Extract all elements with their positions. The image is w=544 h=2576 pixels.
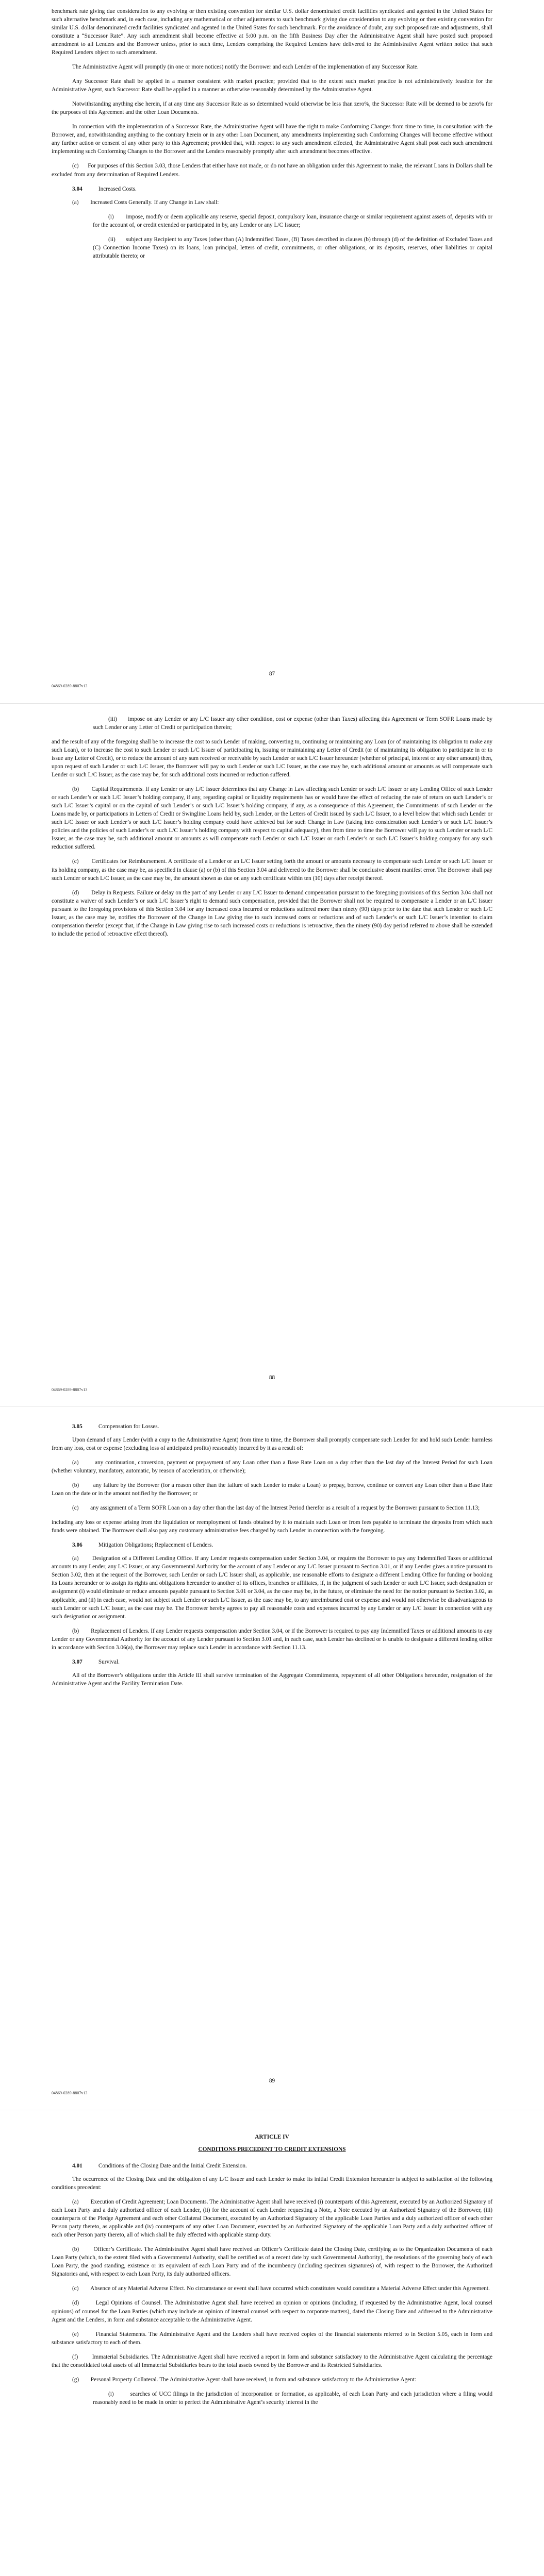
clause-b: (b) Officer’s Certificate. The Administrative Agent shall have received an Officer’s Certificate dated the Closing Date, certifying as to the Organization Documents of each Loan Party (which, to the extent filed with a Governmental Authority, shall be certified as of a recent date by such Governmental Authority), the resolutions of the governing body of each Loan Party, the good standing, existence or its equivalent of each Loan Party and of the incumbency (including specimen signatures) of, with respect to the Borrower, the Authorized Signatories and, with respect to each Loan Party, its duly authorized officers. bbox=[52, 2246, 492, 2278]
clause-b: (b) any failure by the Borrower (for a reason other than the failure of such Lender to make a Loan) to prepay, borrow, continue or convert any Loan other than a Base Rate Loan on the date or in the amount notified by the Borrower; or bbox=[52, 1482, 492, 1497]
section-heading-3-07 bbox=[52, 1658, 492, 1666]
page-90 bbox=[0, 2110, 544, 2576]
paragraph: Any Successor Rate shall be applied in a manner consistent with market practice; provided that to the extent such market practice is not administratively feasible for the Administrative Agent, such Successor Rate shall be applied in a manner as otherwise reasonably determined by the Administrative Agent. bbox=[52, 78, 492, 93]
clause-c: (c) Absence of any Material Adverse Effect. No circumstance or event shall have occurred which constitutes would constitute a Material Adverse Effect under this Agreement. bbox=[72, 2285, 490, 2292]
clause-d: (d) Delay in Requests. Failure or delay on the part of any Lender or any L/C Issuer to demand compensation pursuant to the foregoing provisions of this Section 3.04 shall not constitute a waiver of such Lender’s or such L/C Issuer’s right to demand such compensation, provided that the Borrower shall not be required to compensate a Lender or an L/C Issuer pursuant to the foregoing provisions of this Section 3.04 for any increased costs incurred or reductions suffered more than ninety (90) days prior to the date that such Lender or such L/C Issuer, as the case may be, notifies the Borrower of the Change in Law giving rise to such increased costs or reductions and of such Lender’s or such L/C Issuer’s intention to claim compensation therefor (except that, if the Change in Law giving rise to such increased costs or reductions is retroactive, then the ninety (90) day period referred to above shall be extended to include the period of retroactive effect thereof). bbox=[52, 889, 492, 937]
clause-a: (a) any continuation, conversion, payment or prepayment of any Loan other than a Base Rate Loan on a day other than the last day of the Interest Period for such Loan (whether voluntary, mandatory, automatic, by reason of acceleration, or otherwise); bbox=[52, 1460, 492, 1475]
page-footer bbox=[52, 670, 492, 689]
section-number: 4.01 bbox=[72, 2163, 83, 2170]
paragraph: Upon demand of any Lender (with a copy to the Administrative Agent) from time to time, the Borrower shall promptly compensate such Lender for and hold such Lender harmless from any loss, cost or expense (excluding loss of anticipated profits) reasonably incurred by it as a result of: bbox=[52, 1437, 492, 1452]
page-88 bbox=[0, 703, 544, 1406]
clause-ii: (ii) subject any Recipient to any Taxes (other than (A) Indemnified Taxes, (B) Taxes described in clauses (b) through (d) of the definition of Excluded Taxes and (C) Connection Income Taxes) on its loans, loan principal, letters of credit, commitments, or other obligations, or its deposits, reserves, other liabilities or capital attributable thereto; or bbox=[93, 236, 492, 259]
paragraph: All of the Borrower’s obligations under this Article III shall survive termination of the Aggregate Commitments, repayment of all other Obligations hereunder, resignation of the Administrative Agent and the Facility Termination Date. bbox=[52, 1672, 492, 1687]
section-heading-3-05 bbox=[52, 1422, 492, 1431]
article-title: CONDITIONS PRECEDENT TO CREDIT EXTENSIONS bbox=[198, 2146, 346, 2153]
clause-e: (e) Financial Statements. The Administrative Agent and the Lenders shall have received copies of the financial statements referred to in Section 5.05, each in form and substance satisfactory to each of them. bbox=[52, 2331, 492, 2346]
section-title: Survival. bbox=[98, 1658, 120, 1665]
section-number: 3.07 bbox=[72, 1658, 83, 1665]
section-title: Mitigation Obligations; Replacement of Lenders. bbox=[98, 1542, 213, 1549]
document-code: 04869-0289-8807v13 bbox=[52, 1387, 88, 1393]
section-number: 3.05 bbox=[72, 1423, 83, 1430]
paragraph: Notwithstanding anything else herein, if at any time any Successor Rate as so determined would otherwise be less than zero%, the Successor Rate will be deemed to be zero% for the purposes of this Agreement and the other Loan Documents. bbox=[52, 101, 492, 116]
section-number: 3.06 bbox=[72, 1542, 83, 1549]
section-number: 3.04 bbox=[72, 185, 83, 192]
clause-iii: (iii) impose on any Lender or any L/C Issuer any other condition, cost or expense (other than Taxes) affecting this Agreement or Term SOFR Loans made by such Lender or any Letter of Credit or participation therein; bbox=[93, 716, 492, 731]
clause-a: (a) Execution of Credit Agreement; Loan Documents. The Administrative Agent shall have received (i) counterparts of this Agreement, executed by an Authorized Signatory of each Loan Party and a duly authorized officer of each Lender, (ii) for the account of each Lender requesting a Note, a Note executed by an Authorized Signatory of the Borrower, (iii) counterparts of the Pledge Agreement and each other Collateral Document, executed by an Authorized Signatory of the applicable Loan Parties and a duly authorized officer of each other Person party thereto, as applicable and (iv) counterparts of any other Loan Document, executed by an Authorized Signatory of the applicable Loan Party and a duly authorized officer of each other Person party thereto, all of which shall be duly effected with applicable stamp duty. bbox=[52, 2199, 492, 2239]
paragraph: and the result of any of the foregoing shall be to increase the cost to such Lender of making, converting to, continuing or maintaining any Loan (or of maintaining its obligation to make any such Loan), or to increase the cost to such Lender or such L/C Issuer of participating in, issuing or maintaining any Letter of Credit (or of maintaining its obligation to participate in or to issue any Letter of Credit), or to reduce the amount of any sum received or receivable by such Lender or such L/C Issuer hereunder (whether of principal, interest or any other amount) then, upon request of such Lender or such L/C Issuer, the Borrower will pay to such Lender or such L/C Issuer, as the case may be, such additional amount or amounts as will compensate such Lender or such L/C Issuer, as the case may be, for such additional costs incurred or reduction suffered. bbox=[52, 739, 492, 778]
clause-b: (b) Replacement of Lenders. If any Lender requests compensation under Section 3.04, or if the Borrower is required to pay any Indemnified Taxes or additional amounts to any Lender or any Governmental Authority for the account of any Lender pursuant to Section 3.01 and, in each case, such Lender has declined or is unable to designate a different lending office in accordance with Section 3.06(a), the Borrower may replace such Lender in accordance with Section 11.13. bbox=[52, 1628, 492, 1651]
paragraph: In connection with the implementation of a Successor Rate, the Administrative Agent will have the right to make Conforming Changes from time to time, in consultation with the Borrower, and, notwithstanding anything to the contrary herein or in any other Loan Document, any amendments implementing such Conforming Changes will become effective without any further action or consent of any other party to this Agreement; provided that, with respect to any such amendment effected, the Administrative Agent shall post each such amendment implementing such Conforming Changes to the Borrower and the Lenders reasonably promptly after such amendment becomes effective. bbox=[52, 124, 492, 155]
page-number: 89 bbox=[269, 2078, 275, 2084]
page-number: 88 bbox=[269, 1375, 275, 1381]
section-heading-3-04 bbox=[52, 185, 492, 193]
section-title: Increased Costs. bbox=[98, 185, 137, 192]
paragraph: including any loss or expense arising from the liquidation or reemployment of funds obtained by it to maintain such Loan or from fees payable to terminate the deposits from which such funds were obtained. The Borrower shall also pay any customary administrative fees charged by such Lender in connection with the foregoing. bbox=[52, 1519, 492, 1534]
section-title: Compensation for Losses. bbox=[98, 1423, 159, 1430]
document-code: 04869-0289-8807v13 bbox=[52, 684, 88, 689]
page-footer bbox=[52, 1374, 492, 1393]
clause-c: (c) Certificates for Reimbursement. A certificate of a Lender or an L/C Issuer setting forth the amount or amounts necessary to compensate such Lender or such L/C Issuer or its holding company, as the case may be, as specified in clause (a) or (b) of this Section 3.04 and delivered to the Borrower shall be conclusive absent manifest error. The Borrower shall pay such Lender or such L/C Issuer, as the case may be, the amount shown as due on any such certificate within ten (10) days after receipt thereof. bbox=[52, 858, 492, 882]
paragraph: (c) For purposes of this Section 3.03, those Lenders that either have not made, or do not have an obligation under this Agreement to make, the relevant Loans in Dollars shall be excluded from any determination of Required Lenders. bbox=[52, 163, 492, 178]
page-89 bbox=[0, 1406, 544, 2110]
page-87 bbox=[0, 0, 544, 703]
page-number: 87 bbox=[269, 671, 275, 677]
clause-i: (i) impose, modify or deem applicable any reserve, special deposit, compulsory loan, insurance charge or similar requirement against assets of, deposits with or for the account of, or credit extended or participated in by, any Lender or any L/C Issuer; bbox=[93, 213, 492, 228]
section-title: Conditions of the Closing Date and the Initial Credit Extension. bbox=[98, 2163, 247, 2170]
clause-c: (c) any assignment of a Term SOFR Loan on a day other than the last day of the Interest Period therefor as a result of a request by the Borrower pursuant to Section 11.13; bbox=[72, 1505, 480, 1512]
section-heading-3-06 bbox=[52, 1541, 492, 1549]
section-heading-4-01 bbox=[52, 2162, 492, 2170]
article-heading: ARTICLE IV bbox=[255, 2134, 289, 2140]
paragraph: The occurrence of the Closing Date and the obligation of any L/C Issuer and each Lender to make its initial Credit Extension hereunder is subject to satisfaction of the following conditions precedent: bbox=[52, 2176, 492, 2191]
clause-a: (a) Increased Costs Generally. If any Change in Law shall: bbox=[72, 199, 219, 206]
clause-g-i: (i) searches of UCC filings in the jurisdiction of incorporation or formation, as applicable, of each Loan Party and each jurisdiction where a filing would reasonably need to be made in order to perfect the Administrative Agent’s security interest in the bbox=[93, 2391, 492, 2405]
document-code: 04869-0289-8807v13 bbox=[52, 2091, 88, 2096]
clause-f: (f) Immaterial Subsidiaries. The Administrative Agent shall have received a report in form and substance satisfactory to the Administrative Agent calculating the percentage that the consolidated total assets of all Immaterial Subsidiaries bears to the total assets owned by the Borrower and its Restricted Subsidiaries. bbox=[52, 2353, 492, 2368]
paragraph: The Administrative Agent will promptly (in one or more notices) notify the Borrower and each Lender of the implementation of any Successor Rate. bbox=[72, 64, 419, 71]
page-footer bbox=[52, 2077, 492, 2096]
clause-b: (b) Capital Requirements. If any Lender or any L/C Issuer determines that any Change in Law affecting such Lender or such L/C Issuer or any Lending Office of such Lender or such Lender’s or such L/C Issuer’s holding company, if any, regarding capital or liquidity requirements has or would have the effect of reducing the rate of return on such Lender’s or such L/C Issuer’s capital or on the capital of such Lender’s or such L/C Issuer’s holding company, if any, as a consequence of this Agreement, the Commitments of such Lender or the Loans made by, or participations in Letters of Credit or Swingline Loans held by, such Lender, or the Letters of Credit issued by such L/C Issuer, to a level below that which such Lender or such L/C Issuer or such Lender’s or such L/C Issuer’s holding company could have achieved but for such Change in Law (taking into consideration such Lender’s or such L/C Issuer’s policies and the policies of such Lender’s or such L/C Issuer’s holding company with respect to capital adequacy), then from time to time the Borrower will pay to such Lender or such L/C Issuer, as the case may be, such additional amount or amounts as will compensate such Lender or such L/C Issuer or such Lender’s or such L/C Issuer’s holding company for any such reduction suffered. bbox=[52, 786, 492, 851]
clause-a: (a) Designation of a Different Lending Office. If any Lender requests compensation under Section 3.04, or requires the Borrower to pay any Indemnified Taxes or additional amounts to any Lender, any L/C Issuer, or any Governmental Authority for the account of any Lender or any L/C Issuer pursuant to Section 3.01, or if any Lender gives a notice pursuant to Section 3.02, then at the request of the Borrower, such Lender or such L/C Issuer shall, as applicable, use reasonable efforts to designate a different Lending Office for funding or booking its Loans hereunder or to assign its rights and obligations hereunder to another of its offices, branches or affiliates, if, in the judgment of such Lender or such L/C Issuer, such designation or assignment (i) would eliminate or reduce amounts payable pursuant to Section 3.01 or 3.04, as the case may be, in the future, or eliminate the need for the notice pursuant to Section 3.02, as applicable, and (ii) in each case, would not subject such Lender or such L/C Issuer, as the case may be, to any unreimbursed cost or expense and would not otherwise be disadvantageous to such Lender or such L/C Issuer, as the case may be. The Borrower hereby agrees to pay all reasonable costs and expenses incurred by any Lender or any L/C Issuer in connection with any such designation or assignment. bbox=[52, 1555, 492, 1620]
paragraph: benchmark rate giving due consideration to any evolving or then existing convention for similar U.S. dollar denominated credit facilities syndicated and agented in the United States for such alternative benchmark and, in each case, including any mathematical or other adjustments to such benchmark giving due consideration to any evolving or then existing convention for similar U.S. dollar denominated credit facilities syndicated and agented in the United States for such benchmark. For the avoidance of doubt, any such proposed rate and adjustments, shall constitute a “Successor Rate”. Any such amendment shall become effective at 5:00 p.m. on the fifth Business Day after the Administrative Agent shall have posted such proposed amendment to all Lenders and the Borrower unless, prior to such time, Lenders comprising the Required Lenders have delivered to the Administrative Agent written notice that such Required Lenders object to such amendment. bbox=[52, 8, 492, 56]
clause-g: (g) Personal Property Collateral. The Administrative Agent shall have received, in form and substance satisfactory to the Administrative Agent: bbox=[72, 2376, 417, 2383]
clause-d: (d) Legal Opinions of Counsel. The Administrative Agent shall have received an opinion or opinions (including, if requested by the Administrative Agent, local counsel opinions) of counsel for the Loan Parties (which may include an opinion of internal counsel with respect to corporate matters), dated the Closing Date and addressed to the Administrative Agent and the Lenders, in form and substance acceptable to the Administrative Agent. bbox=[52, 2300, 492, 2323]
